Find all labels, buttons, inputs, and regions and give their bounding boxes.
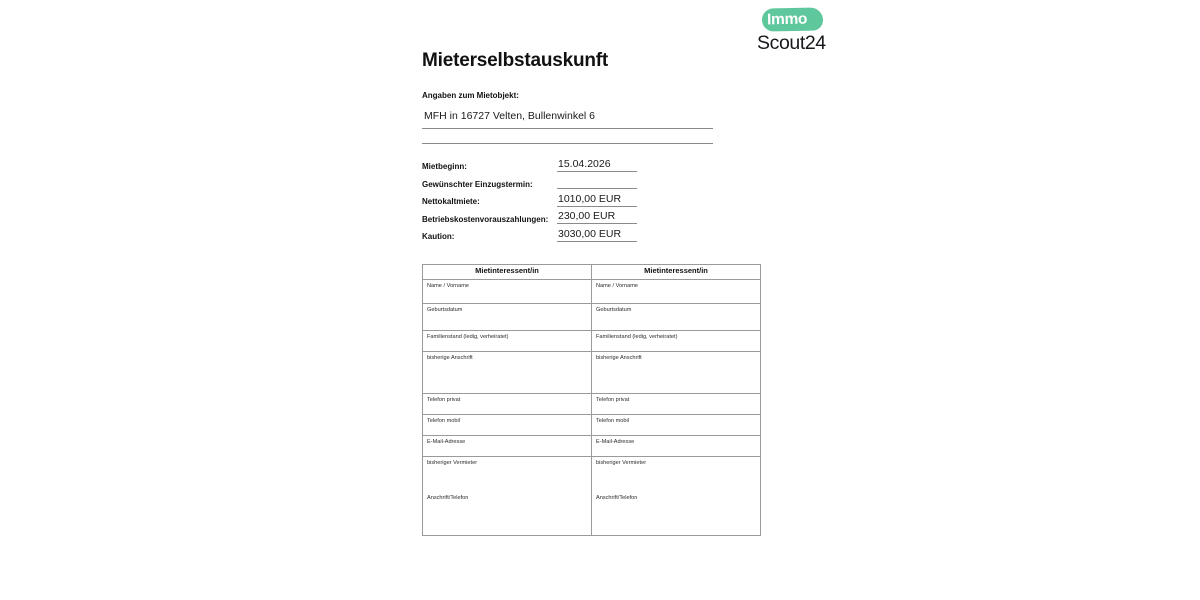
table-row xyxy=(423,352,761,394)
table-body xyxy=(423,280,761,536)
cell-field-label: bisherige Anschrift xyxy=(596,355,642,361)
table-cell[interactable] xyxy=(423,436,592,457)
mietobjekt-value: MFH in 16727 Velten, Bullenwinkel 6 xyxy=(424,110,596,122)
field-row xyxy=(422,227,722,248)
table-header-cell-2: Mietinteressent/in xyxy=(592,265,761,280)
cell-field-label: Telefon privat xyxy=(596,397,630,403)
field-value: 1010,00 EUR xyxy=(558,192,622,205)
cell-field-label: Telefon privat xyxy=(427,397,461,403)
field-value: 15.04.2026 xyxy=(558,157,611,170)
field-value-line[interactable] xyxy=(557,206,637,225)
table-cell[interactable] xyxy=(592,331,761,352)
page-title: Mieterselbstauskunft xyxy=(422,50,609,71)
field-label: Betriebskostenvorauszahlungen: xyxy=(422,214,549,224)
field-label: Kaution: xyxy=(422,232,455,241)
cell-field-label: E-Mail-Adresse xyxy=(427,439,466,445)
cell-field-label: bisheriger Vermieter xyxy=(427,460,478,466)
field-value-line[interactable] xyxy=(557,153,637,172)
table-cell[interactable] xyxy=(592,394,761,415)
logo-wordmark: Scout24 xyxy=(757,32,826,54)
table-cell[interactable] xyxy=(423,331,592,352)
cell-field-label-secondary: Anschrift/Telefon xyxy=(596,495,638,501)
table-cell[interactable] xyxy=(423,352,592,394)
table-cell[interactable] xyxy=(592,415,761,436)
cell-field-label: Familienstand (ledig, verheiratet) xyxy=(427,334,509,340)
table-row xyxy=(423,457,761,536)
table-row xyxy=(423,304,761,331)
field-value: 230,00 EUR xyxy=(558,210,616,222)
table-header-row xyxy=(423,265,761,280)
field-value: 3030,00 EUR xyxy=(558,227,622,240)
field-value-line[interactable] xyxy=(557,223,637,242)
table-cell[interactable] xyxy=(423,394,592,415)
table-row xyxy=(423,394,761,415)
table-row xyxy=(423,436,761,457)
cell-field-label: bisherige Anschrift xyxy=(427,355,473,361)
cell-field-label: Geburtsdatum xyxy=(596,307,632,313)
cell-field-label-secondary: Anschrift/Telefon xyxy=(427,495,469,501)
field-label: Mietbeginn: xyxy=(422,162,467,171)
mietobjekt-underline-2 xyxy=(422,143,713,144)
cell-field-label: Geburtsdatum xyxy=(427,307,463,313)
cell-field-label: Telefon mobil xyxy=(427,418,460,424)
cell-field-label: Name / Vorname xyxy=(596,283,638,289)
cell-field-label: Name / Vorname xyxy=(427,283,469,289)
table-row xyxy=(423,331,761,352)
field-value-line[interactable] xyxy=(557,188,637,207)
table-cell[interactable] xyxy=(592,436,761,457)
table-cell[interactable] xyxy=(592,304,761,331)
table-cell[interactable] xyxy=(592,280,761,304)
cell-field-label: E-Mail-Adresse xyxy=(596,439,635,445)
mietobjekt-underline-1 xyxy=(422,128,713,129)
table-cell[interactable] xyxy=(592,352,761,394)
cell-field-label: Telefon mobil xyxy=(596,418,629,424)
cell-field-label: bisheriger Vermieter xyxy=(596,460,647,466)
immoscout24-logo xyxy=(757,8,829,53)
table-cell[interactable] xyxy=(423,280,592,304)
field-label: Gewünschter Einzugstermin: xyxy=(422,179,533,189)
table-cell[interactable] xyxy=(423,457,592,536)
table-cell[interactable] xyxy=(592,457,761,536)
section-label-mietobjekt: Angaben zum Mietobjekt: xyxy=(422,91,519,100)
table-row xyxy=(423,280,761,304)
cell-field-label: Familienstand (ledig, verheiratet) xyxy=(596,334,678,340)
table-cell[interactable] xyxy=(423,304,592,331)
table-header-cell-1: Mietinteressent/in xyxy=(423,265,592,280)
table-cell[interactable] xyxy=(423,415,592,436)
field-list xyxy=(422,157,722,248)
logo-badge-label: Immo xyxy=(766,10,808,29)
tenant-details-table xyxy=(422,264,761,536)
field-value-line[interactable] xyxy=(557,171,637,190)
field-label: Nettokaltmiete: xyxy=(422,197,480,206)
table-row xyxy=(423,415,761,436)
